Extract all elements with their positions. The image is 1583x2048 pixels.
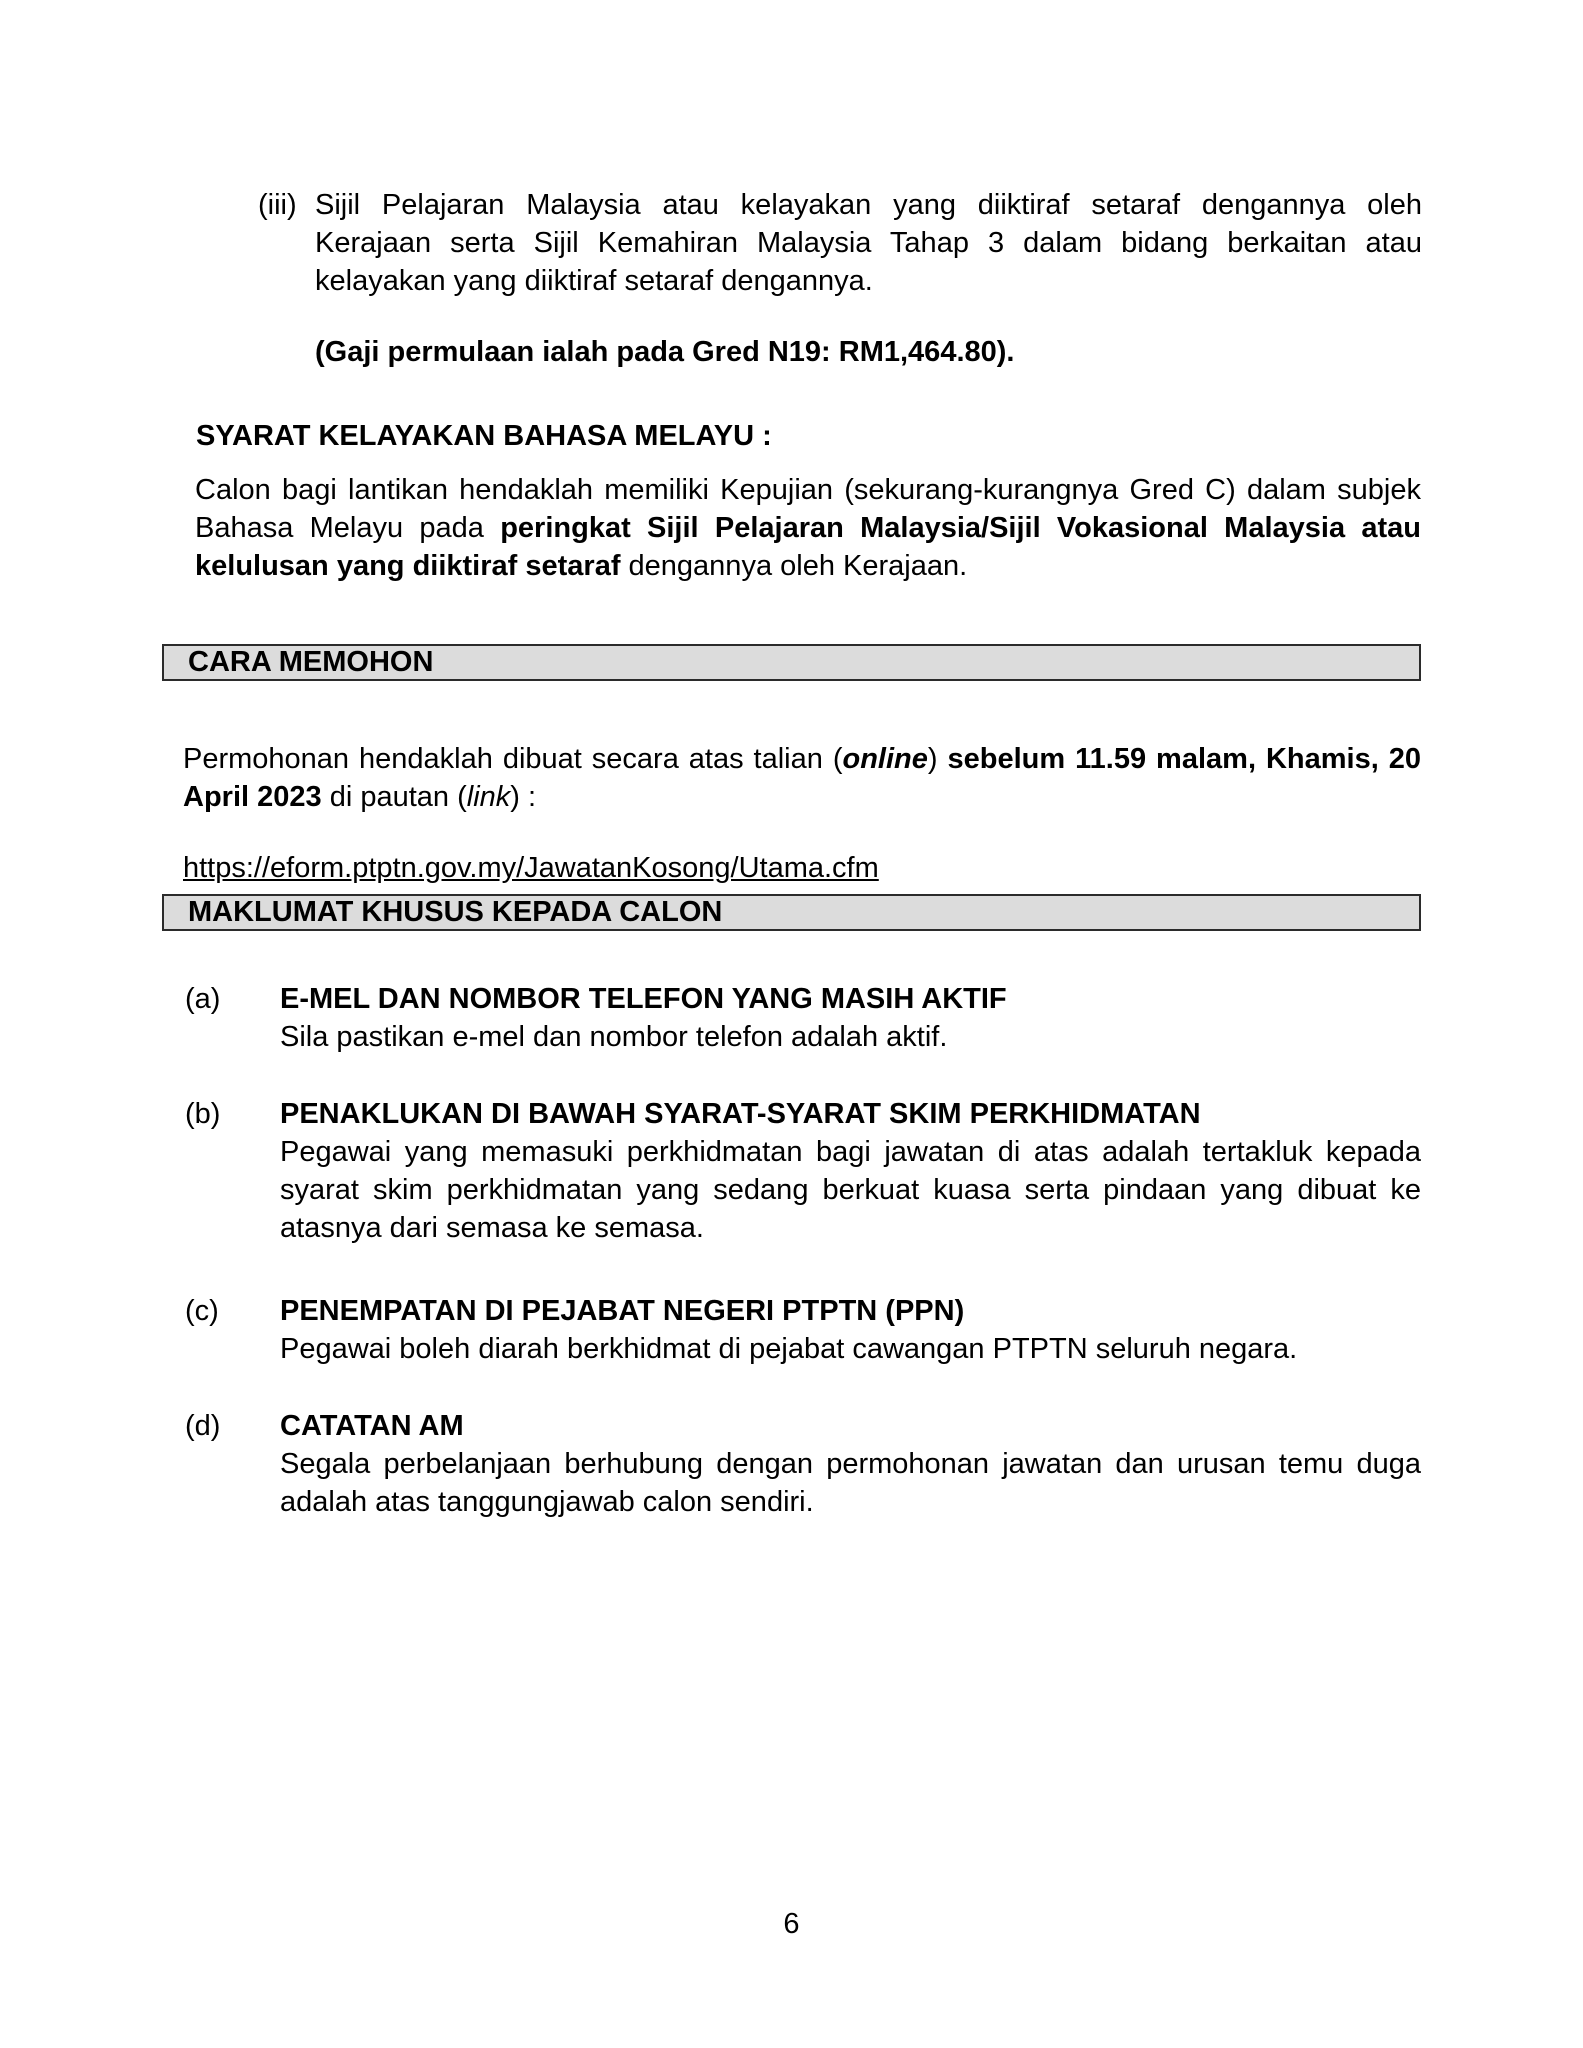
section-header-maklumat-khusus-label: MAKLUMAT KHUSUS KEPADA CALON <box>188 896 723 928</box>
page-number: 6 <box>783 1908 800 1940</box>
maklumat-item-c-label: (c) <box>185 1295 219 1327</box>
maklumat-item-c-content <box>280 1292 1421 1368</box>
application-url-line <box>183 849 879 887</box>
maklumat-item-d-title: CATATAN AM <box>280 1410 464 1442</box>
application-instructions-paragraph <box>183 740 1421 816</box>
maklumat-item-a-content <box>280 980 1421 1056</box>
maklumat-item-b-label: (b) <box>185 1098 221 1130</box>
maklumat-item-d <box>185 1407 1421 1521</box>
maklumat-item-b <box>185 1095 1421 1247</box>
maklumat-item-b-content <box>280 1095 1421 1247</box>
salary-note: (Gaji permulaan ialah pada Gred N19: RM1,464.80). <box>315 336 1015 368</box>
application-segment-regular-1: Permohonan hendaklah dibuat secara atas talian ( <box>183 743 843 775</box>
maklumat-item-a-title: E-MEL DAN NOMBOR TELEFON YANG MASIH AKTIF <box>280 983 1007 1015</box>
bahasa-melayu-heading: SYARAT KELAYAKAN BAHASA MELAYU : <box>196 420 772 452</box>
qualification-item-iii <box>258 186 1422 300</box>
application-segment-regular-2: ) <box>927 743 948 775</box>
application-segment-link-word: link <box>466 781 511 813</box>
maklumat-item-b-body: Pegawai yang memasuki perkhidmatan bagi jawatan di atas adalah tertakluk kepada syarat skim perkhidmatan yang sedang berkuat kuasa serta pindaan yang dibuat ke atasnya dari semasa ke semasa. <box>280 1136 1421 1244</box>
maklumat-item-d-label: (d) <box>185 1410 221 1442</box>
application-url-link[interactable]: https://eform.ptptn.gov.my/JawatanKosong/Utama.cfm <box>183 852 879 884</box>
maklumat-item-d-body: Segala perbelanjaan berhubung dengan permohonan jawatan dan urusan temu duga adalah atas tanggungjawab calon sendiri. <box>280 1448 1421 1518</box>
maklumat-item-a-body: Sila pastikan e-mel dan nombor telefon adalah aktif. <box>280 1021 948 1053</box>
application-segment-regular-4: ) : <box>510 781 537 813</box>
qualification-item-label: (iii) <box>258 189 297 221</box>
maklumat-item-b-title: PENAKLUKAN DI BAWAH SYARAT-SYARAT SKIM PERKHIDMATAN <box>280 1098 1201 1130</box>
maklumat-item-a-label: (a) <box>185 983 221 1015</box>
bahasa-melayu-segment-regular-2: dengannya oleh Kerajaan. <box>620 550 968 582</box>
qualification-item-text: Sijil Pelajaran Malaysia atau kelayakan yang diiktiraf setaraf dengannya oleh Kerajaan serta Sijil Kemahiran Malaysia Tahap 3 dalam bidang berkaitan atau kelayakan yang diiktiraf setaraf dengannya. <box>315 189 1422 297</box>
maklumat-item-c-title: PENEMPATAN DI PEJABAT NEGERI PTPTN (PPN) <box>280 1295 965 1327</box>
maklumat-item-d-content <box>280 1407 1421 1521</box>
section-header-cara-memohon <box>162 644 1421 681</box>
maklumat-item-c-body: Pegawai boleh diarah berkhidmat di pejabat cawangan PTPTN seluruh negara. <box>280 1333 1298 1365</box>
maklumat-item-c <box>185 1292 1421 1368</box>
section-header-cara-memohon-label: CARA MEMOHON <box>188 646 434 678</box>
application-segment-deadline: sebelum 11.59 malam, Khamis, 20 April 2023 <box>183 743 1421 813</box>
application-segment-online: online <box>842 743 928 775</box>
bahasa-melayu-segment-bold: peringkat Sijil Pelajaran Malaysia/Sijil Vokasional Malaysia atau kelulusan yang diiktiraf setaraf <box>195 512 1421 582</box>
maklumat-item-a <box>185 980 1421 1056</box>
bahasa-melayu-segment-regular-1: Calon bagi lantikan hendaklah memiliki Kepujian (sekurang-kurangnya Gred C) dalam subjek Bahasa Melayu pada <box>195 474 1421 544</box>
application-segment-regular-3: di pautan ( <box>321 781 467 813</box>
bahasa-melayu-paragraph <box>195 471 1421 585</box>
section-header-maklumat-khusus <box>162 894 1421 931</box>
